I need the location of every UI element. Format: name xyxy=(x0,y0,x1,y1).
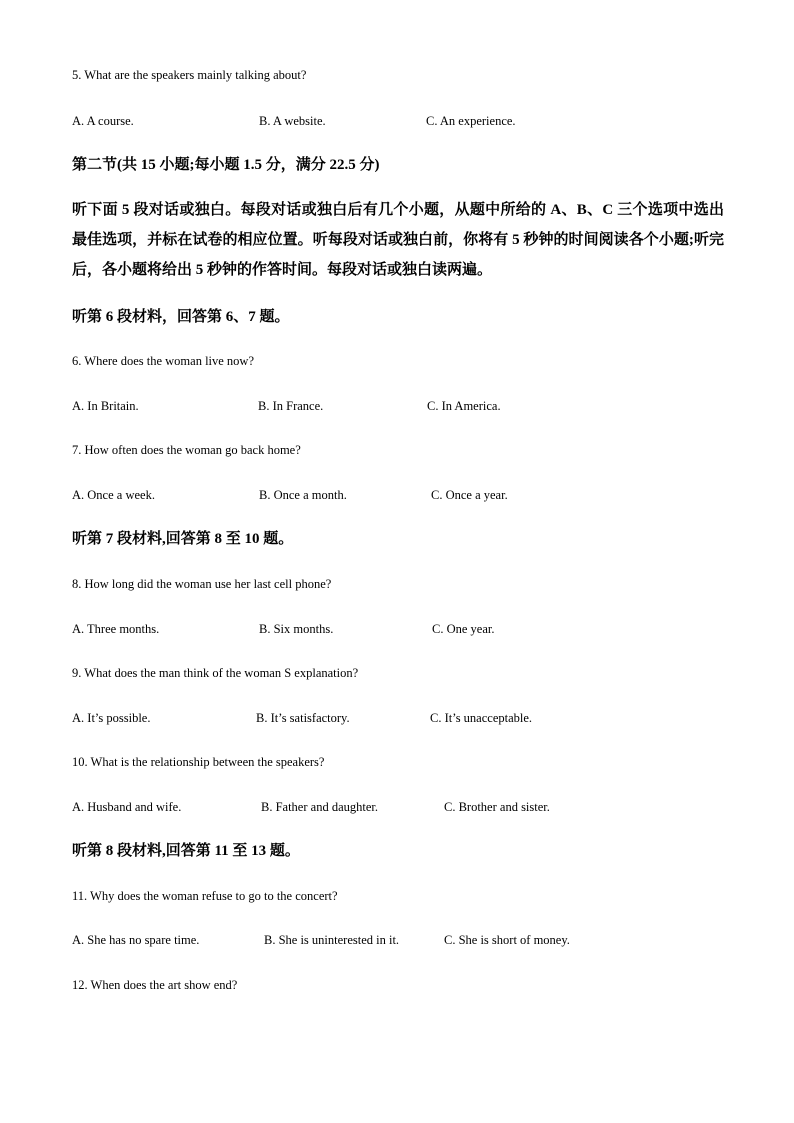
question-9: 9. What does the man think of the woman S explanation? xyxy=(72,666,359,680)
question-8: 8. How long did the woman use her last cell phone? xyxy=(72,577,332,591)
option-b: B. In France. xyxy=(258,399,324,413)
question-6: 6. Where does the woman live now? xyxy=(72,354,255,368)
section-heading: 第二节(共 15 小题;每小题 1.5 分，满分 22.5 分) xyxy=(72,157,380,173)
question-5: 5. What are the speakers mainly talking about? xyxy=(72,68,307,82)
section-instructions: 听下面 5 段对话或独白。每段对话或独白后有几个小题，从题中所给的 A、B、C 三个选项中选出最佳选项，并标在试卷的相应位置。听每段对话或独白前，你将有 5 秒钟的时间阅读各个小题;听完后，各小题将给出 5 秒钟的作答时间。每段对话或独白读两遍。 xyxy=(72,202,724,278)
option-b: B. A website. xyxy=(259,114,326,128)
option-c: C. Brother and sister. xyxy=(444,800,550,814)
question-10: 10. What is the relationship between the speakers? xyxy=(72,755,325,769)
question-11: 11. Why does the woman refuse to go to the concert? xyxy=(72,889,338,903)
option-c: C. In America. xyxy=(427,399,501,413)
group-heading-8: 听第 8 段材料,回答第 11 至 13 题。 xyxy=(72,843,300,859)
option-a: A. Once a week. xyxy=(72,488,155,502)
question-7: 7. How often does the woman go back home? xyxy=(72,443,301,457)
option-c: C. One year. xyxy=(432,622,495,636)
option-a: A. A course. xyxy=(72,114,134,128)
option-a: A. Husband and wife. xyxy=(72,800,182,814)
option-a: A. Three months. xyxy=(72,622,160,636)
group-heading-7: 听第 7 段材料,回答第 8 至 10 题。 xyxy=(72,531,294,547)
question-12: 12. When does the art show end? xyxy=(72,978,238,992)
group-heading-6: 听第 6 段材料，回答第 6、7 题。 xyxy=(72,309,290,325)
option-b: B. Father and daughter. xyxy=(261,800,378,814)
option-c: C. Once a year. xyxy=(431,488,508,502)
option-b: B. Six months. xyxy=(259,622,334,636)
option-c: C. It’s unacceptable. xyxy=(430,711,533,725)
option-c: C. She is short of money. xyxy=(444,933,570,947)
option-a: A. It’s possible. xyxy=(72,711,151,725)
option-a: A. She has no spare time. xyxy=(72,933,200,947)
option-b: B. Once a month. xyxy=(259,488,347,502)
option-a: A. In Britain. xyxy=(72,399,139,413)
option-b: B. It’s satisfactory. xyxy=(256,711,350,725)
option-b: B. She is uninterested in it. xyxy=(264,933,400,947)
option-c: C. An experience. xyxy=(426,114,516,128)
